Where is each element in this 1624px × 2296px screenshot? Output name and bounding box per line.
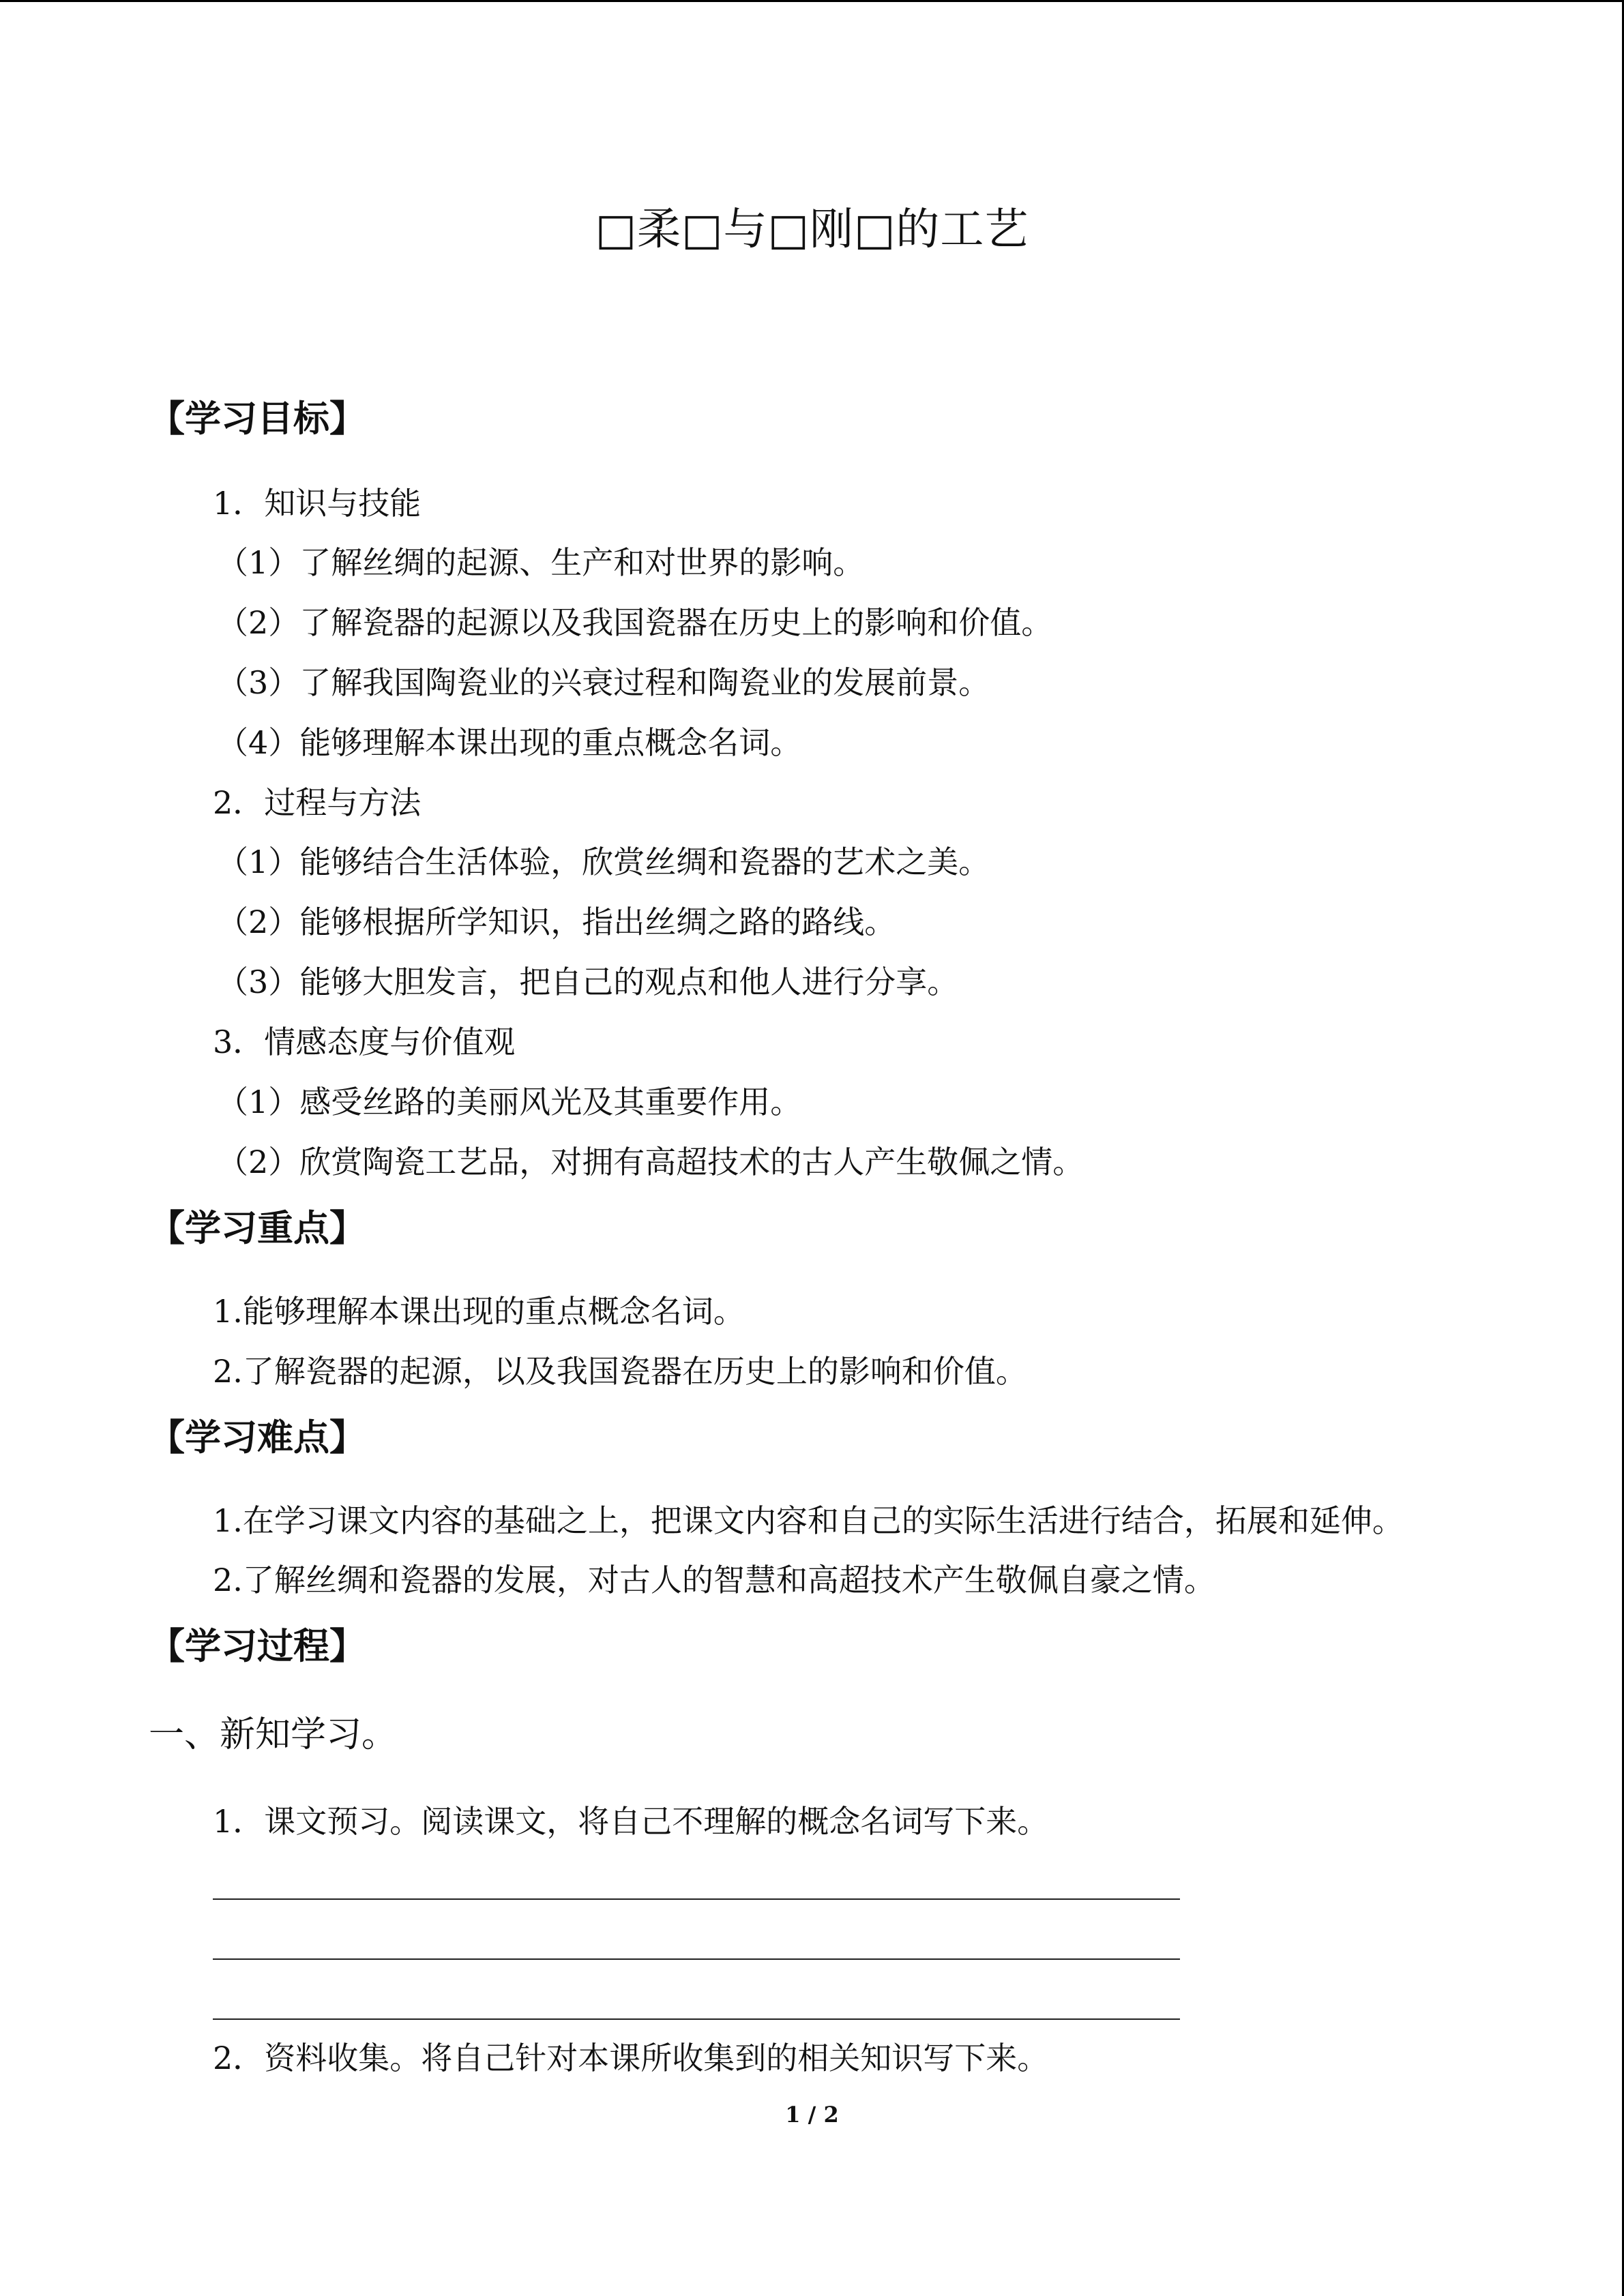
objective-line: （2）欣赏陶瓷工艺品，对拥有高超技术的古人产生敬佩之情。 bbox=[217, 1144, 1084, 1180]
objective-line: （2）了解瓷器的起源以及我国瓷器在历史上的影响和价值。 bbox=[217, 604, 1053, 641]
part-title-new-knowledge: 一、新知学习。 bbox=[149, 1714, 398, 1755]
difficulty-line: 2.了解丝绸和瓷器的发展，对古人的智慧和高超技术产生敬佩自豪之情。 bbox=[213, 1562, 1215, 1598]
heading-key-points: 【学习重点】 bbox=[149, 1208, 366, 1249]
objective-line: （1）感受丝路的美丽风光及其重要作用。 bbox=[217, 1084, 802, 1120]
objective-line: （2）能够根据所学知识，指出丝绸之路的路线。 bbox=[217, 904, 896, 940]
difficulty-line: 1.在学习课文内容的基础之上，把课文内容和自己的实际生活进行结合，拓展和延伸。 bbox=[213, 1502, 1404, 1539]
heading-difficulties: 【学习难点】 bbox=[149, 1417, 366, 1459]
objective-line: （1）了解丝绸的起源、生产和对世界的影响。 bbox=[217, 544, 865, 581]
page-title: □柔□与□刚□的工艺 bbox=[595, 205, 1029, 255]
answer-line bbox=[213, 1958, 1180, 1960]
page-number: 1 / 2 bbox=[785, 2102, 839, 2128]
heading-objectives: 【学习目标】 bbox=[149, 398, 366, 440]
process-item-research: 2．资料收集。将自己针对本课所收集到的相关知识写下来。 bbox=[213, 2040, 1049, 2076]
objective-line: 1．知识与技能 bbox=[213, 485, 422, 522]
objective-line: 2．过程与方法 bbox=[213, 784, 422, 821]
objective-line: （3）能够大胆发言，把自己的观点和他人进行分享。 bbox=[217, 964, 959, 1000]
objective-line: （3）了解我国陶瓷业的兴衰过程和陶瓷业的发展前景。 bbox=[217, 664, 990, 701]
objective-line: （4）能够理解本课出现的重点概念名词。 bbox=[217, 724, 802, 761]
objective-line: （1）能够结合生活体验，欣赏丝绸和瓷器的艺术之美。 bbox=[217, 844, 990, 880]
key-point-line: 2.了解瓷器的起源，以及我国瓷器在历史上的影响和价值。 bbox=[213, 1353, 1027, 1390]
answer-line bbox=[213, 2018, 1180, 2020]
process-item-preview: 1．课文预习。阅读课文，将自己不理解的概念名词写下来。 bbox=[213, 1803, 1049, 1840]
objective-line: 3．情感态度与价值观 bbox=[213, 1024, 516, 1060]
heading-process: 【学习过程】 bbox=[149, 1626, 366, 1667]
answer-line bbox=[213, 1898, 1180, 1900]
key-point-line: 1.能够理解本课出现的重点概念名词。 bbox=[213, 1293, 745, 1330]
